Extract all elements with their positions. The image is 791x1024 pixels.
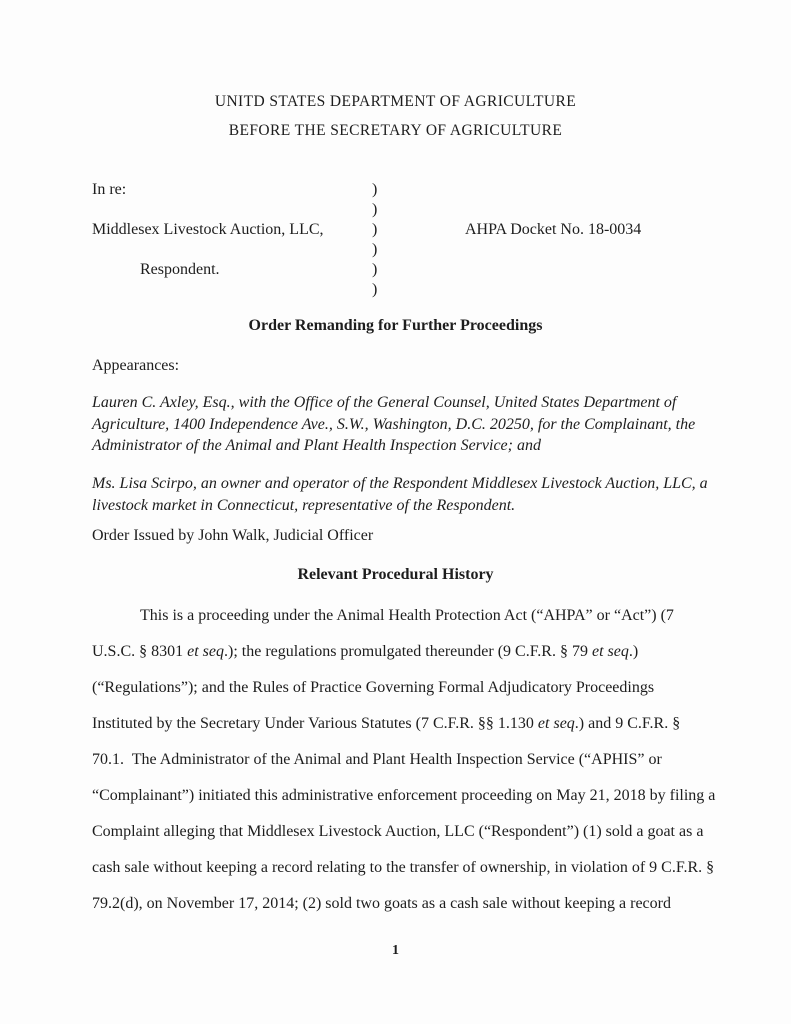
body-text-run: Complaint alleging that Middlesex Livestock Auction, LLC (“Respondent”) (1) sold a goat as a [92, 823, 704, 840]
order-title: Order Remanding for Further Proceedings [248, 317, 543, 334]
body-line [92, 858, 731, 894]
caption-paren: ) [372, 221, 378, 238]
caption-right [465, 260, 731, 280]
body-text-run: .) [628, 643, 639, 660]
body-line [92, 642, 731, 678]
body-paragraph [92, 606, 731, 930]
body-text-run: 79.2(d), on November 17, 2014; (2) sold two goats as a cash sale without keeping a record [92, 895, 671, 912]
section-heading-procedural-history: Relevant Procedural History [297, 566, 494, 583]
docket-number: AHPA Docket No. 18-0034 [465, 221, 642, 238]
appearance-line: Lauren C. Axley, Esq., with the Office of the General Counsel, United States Department of [92, 394, 677, 411]
body-text-run: This is a proceeding under the Animal Health Protection Act (“AHPA” or “Act”) (7 [140, 607, 674, 624]
caption-row [92, 200, 731, 220]
caption-row [92, 240, 731, 260]
latin-phrase: et seq [537, 715, 575, 732]
latin-phrase: et seq [591, 643, 629, 660]
appearance-line: Ms. Lisa Scirpo, an owner and operator of the Respondent Middlesex Livestock Auction, LLC, a [92, 475, 708, 492]
caption-left [92, 280, 372, 300]
caption-paren: ) [372, 201, 378, 218]
respondent-designation: Respondent. [140, 261, 220, 278]
caption-row [92, 280, 731, 300]
appearance-line: Administrator of the Animal and Plant Health Inspection Service; and [92, 437, 541, 454]
caption-right [465, 280, 731, 300]
caption-right [465, 240, 731, 260]
appearance-line: Agriculture, 1400 Independence Ave., S.W., Washington, D.C. 20250, for the Complainant, the [92, 415, 696, 433]
order-issued-by: Order Issued by John Walk, Judicial Officer [92, 527, 374, 544]
caption-right [465, 200, 731, 220]
page-number: 1 [392, 943, 399, 958]
body-text-run: cash sale without keeping a record relating to the transfer of ownership, in violation of 9 C.F.R. § [92, 859, 715, 876]
caption-paren: ) [372, 241, 378, 258]
appearance-respondent [92, 473, 731, 516]
caption-in-re: In re: [92, 181, 127, 198]
latin-phrase: et seq [187, 643, 224, 660]
court-header-line-1: UNITD STATES DEPARTMENT OF AGRICULTURE [214, 93, 577, 110]
body-line [92, 714, 731, 750]
caption-right [465, 180, 731, 200]
caption-paren: ) [372, 261, 378, 278]
body-text-run: .) and 9 C.F.R. § [574, 715, 681, 732]
body-line [92, 606, 731, 642]
appearance-counsel [92, 392, 731, 457]
body-text-run: 70.1. The Administrator of the Animal and Plant Health Inspection Service (“APHIS” or [92, 751, 662, 768]
caption-paren: ) [372, 281, 378, 298]
body-text-run: U.S.C. § 8301 [92, 643, 188, 660]
caption-row [92, 180, 731, 200]
body-text-run: “Complainant”) initiated this administrative enforcement proceeding on May 21, 2018 by filing a [92, 787, 716, 804]
body-line [92, 894, 731, 930]
appearance-line: livestock market in Connecticut, representative of the Respondent. [92, 496, 516, 514]
caption-row [92, 220, 731, 240]
body-line [92, 678, 731, 714]
appearances-label: Appearances: [92, 357, 180, 374]
body-text-run: .); the regulations promulgated thereunder (9 C.F.R. § 79 [224, 643, 592, 660]
respondent-name: Middlesex Livestock Auction, LLC, [92, 221, 324, 238]
caption-left [92, 240, 372, 260]
body-text-run: (“Regulations”); and the Rules of Practice Governing Formal Adjudicatory Proceedings [92, 679, 655, 696]
body-line [92, 822, 731, 858]
case-caption [92, 180, 731, 300]
body-text-run: Instituted by the Secretary Under Various Statutes (7 C.F.R. §§ 1.130 [92, 715, 538, 732]
body-line [92, 786, 731, 822]
caption-left [92, 200, 372, 220]
court-header-line-2: BEFORE THE SECRETARY OF AGRICULTURE [228, 122, 563, 139]
body-line [92, 750, 731, 786]
caption-paren: ) [372, 181, 378, 198]
caption-row [92, 260, 731, 280]
